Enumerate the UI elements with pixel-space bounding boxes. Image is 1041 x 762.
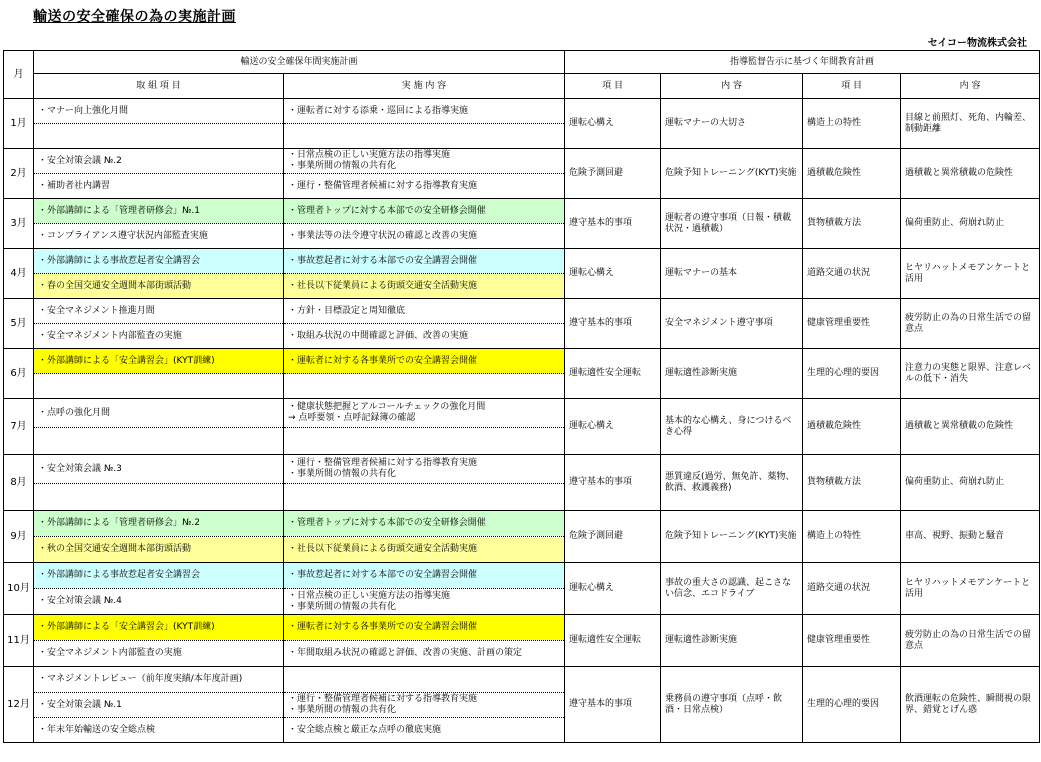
activity-content-line: ・事業所間の情報の共有化 (288, 705, 397, 715)
activity-item (34, 124, 284, 149)
education-item: 遵守基本的事項 (565, 455, 661, 511)
activity-content (284, 274, 565, 299)
education-content-2: 注意力の実態と限界、注意レベルの低下・消失 (901, 349, 1040, 399)
education-item-2: 道路交通の状況 (803, 249, 901, 299)
activity-item: ・コンプライアンス遵守状況内部監査実施 (34, 224, 284, 249)
education-content: 事故の重大さの認識、起こさない信念、エコドライブ (661, 563, 803, 615)
activity-content (284, 455, 565, 484)
activity-item: ・春の全国交通安全週間本部街頭活動 (34, 274, 284, 299)
education-item: 遵守基本的事項 (565, 667, 661, 743)
education-content: 運転適性診断実施 (661, 615, 803, 667)
activity-content (284, 484, 565, 511)
activity-item: ・補助者社内講習 (34, 174, 284, 199)
education-item: 運転心構え (565, 249, 661, 299)
activity-item: ・外部講師による「安全講習会」(KYT訓練) (34, 349, 284, 374)
education-content-2: 車高、視野、振動と騒音 (901, 511, 1040, 563)
activity-content-line: ・取組み状況の中間確認と評価、改善の実施 (288, 330, 469, 341)
activity-content (284, 374, 565, 399)
month-label: 2月 (4, 149, 34, 199)
activity-content (284, 99, 565, 124)
activity-content (284, 718, 565, 743)
education-item-2: 健康管理重要性 (803, 299, 901, 349)
education-content: 運転者の遵守事項（日報・積載状況・過積載） (661, 199, 803, 249)
month-label: 10月 (4, 563, 34, 615)
activity-content (284, 537, 565, 563)
header-group-right: 指導監督告示に基づく年間教育計画 (565, 51, 1040, 74)
activity-content-line: ・運行・整備管理者候補に対する指導教育実施 (288, 694, 478, 704)
education-content-2: 疲労防止の為の日常生活での留意点 (901, 299, 1040, 349)
activity-item: ・安全マネジメント内部監査の実施 (34, 641, 284, 667)
activity-content (284, 428, 565, 455)
education-content: 運転適性診断実施 (661, 349, 803, 399)
activity-item: ・秋の全国交通安全週間本部街頭活動 (34, 537, 284, 563)
activity-content (284, 224, 565, 249)
activity-content (284, 199, 565, 224)
activity-content (284, 615, 565, 641)
month-row (4, 299, 1040, 324)
activity-item: ・外部講師による「安全講習会」(KYT訓練) (34, 615, 284, 641)
company-name: セイコー物流株式会社 (927, 38, 1027, 49)
activity-content (284, 324, 565, 349)
activity-content (284, 693, 565, 718)
activity-item (34, 428, 284, 455)
activity-content (284, 249, 565, 274)
activity-content (284, 174, 565, 199)
education-content: 安全マネジメント遵守事項 (661, 299, 803, 349)
activity-content-line: ・運転者に対する添乗・巡回による指導実施 (288, 105, 469, 116)
month-label: 12月 (4, 667, 34, 743)
month-row (4, 149, 1040, 174)
month-row (4, 455, 1040, 484)
header-content: 実 施 内 容 (284, 74, 565, 99)
education-item: 危険予測回避 (565, 511, 661, 563)
activity-item: ・安全マネジメント内部監査の実施 (34, 324, 284, 349)
education-item-2: 構造上の特性 (803, 511, 901, 563)
header-edu-item2: 項 目 (803, 74, 901, 99)
activity-item: ・年末年始輸送の安全総点検 (34, 718, 284, 743)
header-month: 月 (4, 51, 34, 99)
month-row (4, 667, 1040, 693)
activity-content-line: ・事業所間の情報の共有化 (288, 469, 397, 479)
education-item-2: 貨物積載方法 (803, 455, 901, 511)
month-row (4, 399, 1040, 428)
education-item-2: 貨物積載方法 (803, 199, 901, 249)
month-label: 3月 (4, 199, 34, 249)
activity-content (284, 124, 565, 149)
activity-content (284, 149, 565, 174)
month-row (4, 199, 1040, 224)
education-item: 運転心構え (565, 399, 661, 455)
activity-content-line: ・運行・整備管理者候補に対する指導教育実施 (288, 180, 478, 191)
header-edu-content2: 内 容 (901, 74, 1040, 99)
education-content-2: 疲労防止の為の日常生活での留意点 (901, 615, 1040, 667)
plan-table (3, 50, 1040, 743)
activity-content (284, 563, 565, 589)
month-label: 9月 (4, 511, 34, 563)
activity-item: ・マネジメントレビュー（前年度実績/本年度計画) (34, 667, 284, 693)
education-content-2: 偏荷重防止、荷崩れ防止 (901, 455, 1040, 511)
activity-content-line: ・年間取組み状況の確認と評価、改善の実施、計画の策定 (288, 648, 523, 658)
month-row (4, 349, 1040, 374)
education-content-2: 飲酒運転の危険性、瞬間視の限界、錯覚とげん惑 (901, 667, 1040, 743)
activity-content (284, 641, 565, 667)
activity-content (284, 299, 565, 324)
activity-content-line: ・安全総点検と厳正な点呼の徹底実施 (288, 724, 442, 735)
activity-content-line: ・事故惹起者に対する本部での安全講習会開催 (288, 255, 478, 266)
activity-item: ・安全対策会議 №.2 (34, 149, 284, 174)
month-row (4, 615, 1040, 641)
activity-content (284, 399, 565, 428)
education-content-2: 過積載と異常積載の危険性 (901, 399, 1040, 455)
education-content-2: ヒヤリハットメモアンケートと活用 (901, 563, 1040, 615)
month-row (4, 99, 1040, 124)
education-item-2: 過積載危険性 (803, 149, 901, 199)
education-content: 危険予知トレーニング(KYT)実施 (661, 511, 803, 563)
education-item: 運転心構え (565, 99, 661, 149)
month-row (4, 511, 1040, 537)
activity-content (284, 511, 565, 537)
education-content-2: 目線と前照灯、死角、内輪差、制動距離 (901, 99, 1040, 149)
education-item: 危険予測回避 (565, 149, 661, 199)
education-content: 運転マナーの大切さ (661, 99, 803, 149)
education-content: 基本的な心構え、身につけるべき心得 (661, 399, 803, 455)
activity-content-line: ・事業法等の法令遵守状況の確認と改善の実施 (288, 230, 478, 241)
education-item: 運転心構え (565, 563, 661, 615)
education-content-2: ヒヤリハットメモアンケートと活用 (901, 249, 1040, 299)
education-item-2: 過積載危険性 (803, 399, 901, 455)
activity-content-line: ・管理者トップに対する本部での安全研修会開催 (288, 205, 486, 216)
education-item: 遵守基本的事項 (565, 199, 661, 249)
activity-item: ・安全マネジメント推進月間 (34, 299, 284, 324)
activity-item: ・安全対策会議 №.4 (34, 589, 284, 615)
activity-content (284, 589, 565, 615)
activity-content-line: ・管理者トップに対する本部での安全研修会開催 (288, 518, 486, 528)
header-edu-item: 項 目 (565, 74, 661, 99)
activity-content-line: ・運転者に対する各事業所での安全講習会開催 (288, 622, 478, 632)
activity-content-line: ・日常点検の正しい実施方法の指導実施 (288, 150, 451, 160)
activity-content-line: ・健康状態把握とアルコールチェックの強化月間 (288, 402, 486, 412)
education-item: 遵守基本的事項 (565, 299, 661, 349)
activity-item: ・外部講師による「管理者研修会」№.2 (34, 511, 284, 537)
education-content-2: 偏荷重防止、荷崩れ防止 (901, 199, 1040, 249)
activity-content-line: ・事業所間の情報の共有化 (288, 601, 397, 612)
activity-content-line: ・事故惹起者に対する本部での安全講習会開催 (288, 570, 478, 580)
education-content: 乗務員の遵守事項（点呼・飲酒・日常点検） (661, 667, 803, 743)
education-item: 運転適性安全運転 (565, 349, 661, 399)
activity-content-line: ・運転者に対する各事業所での安全講習会開催 (288, 355, 478, 366)
month-label: 5月 (4, 299, 34, 349)
education-content: 悪質違反(過労、無免許、薬物、飲酒、救護義務) (661, 455, 803, 511)
activity-content (284, 349, 565, 374)
education-item-2: 健康管理重要性 (803, 615, 901, 667)
activity-item: ・点呼の強化月間 (34, 399, 284, 428)
activity-item: ・安全対策会議 №.1 (34, 693, 284, 718)
header-group-left: 輸送の安全確保年間実施計画 (34, 51, 565, 74)
month-label: 7月 (4, 399, 34, 455)
activity-item: ・マナー向上強化月間 (34, 99, 284, 124)
activity-content-line: ・日常点検の正しい実施方法の指導実施 (288, 590, 451, 601)
activity-content-line: ・社長以下従業員による街頭交通安全活動実施 (288, 544, 478, 554)
activity-item (34, 374, 284, 399)
education-item-2: 生理的心理的要因 (803, 667, 901, 743)
header-edu-content: 内 容 (661, 74, 803, 99)
education-item-2: 構造上の特性 (803, 99, 901, 149)
month-label: 1月 (4, 99, 34, 149)
activity-item: ・外部講師による事故惹起者安全講習会 (34, 563, 284, 589)
activity-content-line: ・運行・整備管理者候補に対する指導教育実施 (288, 458, 478, 468)
page-title: 輸送の安全確保の為の実施計画 (33, 9, 236, 25)
education-item-2: 生理的心理的要因 (803, 349, 901, 399)
activity-item: ・外部講師による事故惹起者安全講習会 (34, 249, 284, 274)
activity-item (34, 484, 284, 511)
education-item: 運転適性安全運転 (565, 615, 661, 667)
activity-content-line: ・事業所間の情報の共有化 (288, 161, 397, 171)
month-label: 6月 (4, 349, 34, 399)
activity-item: ・外部講師による「管理者研修会」№.1 (34, 199, 284, 224)
activity-content (284, 667, 565, 693)
month-row (4, 563, 1040, 589)
education-item-2: 道路交通の状況 (803, 563, 901, 615)
activity-item: ・安全対策会議 №.3 (34, 455, 284, 484)
header-item: 取 組 項 目 (34, 74, 284, 99)
month-row (4, 249, 1040, 274)
education-content: 運転マナーの基本 (661, 249, 803, 299)
activity-content-line: ・社長以下従業員による街頭交通安全活動実施 (288, 280, 478, 291)
month-label: 8月 (4, 455, 34, 511)
education-content-2: 過積載と異常積載の危険性 (901, 149, 1040, 199)
activity-content-line: → 点呼要領・点呼記録簿の確認 (288, 413, 416, 423)
education-content: 危険予知トレーニング(KYT)実施 (661, 149, 803, 199)
activity-content-line: ・方針・目標設定と周知徹底 (288, 305, 406, 316)
month-label: 11月 (4, 615, 34, 667)
month-label: 4月 (4, 249, 34, 299)
